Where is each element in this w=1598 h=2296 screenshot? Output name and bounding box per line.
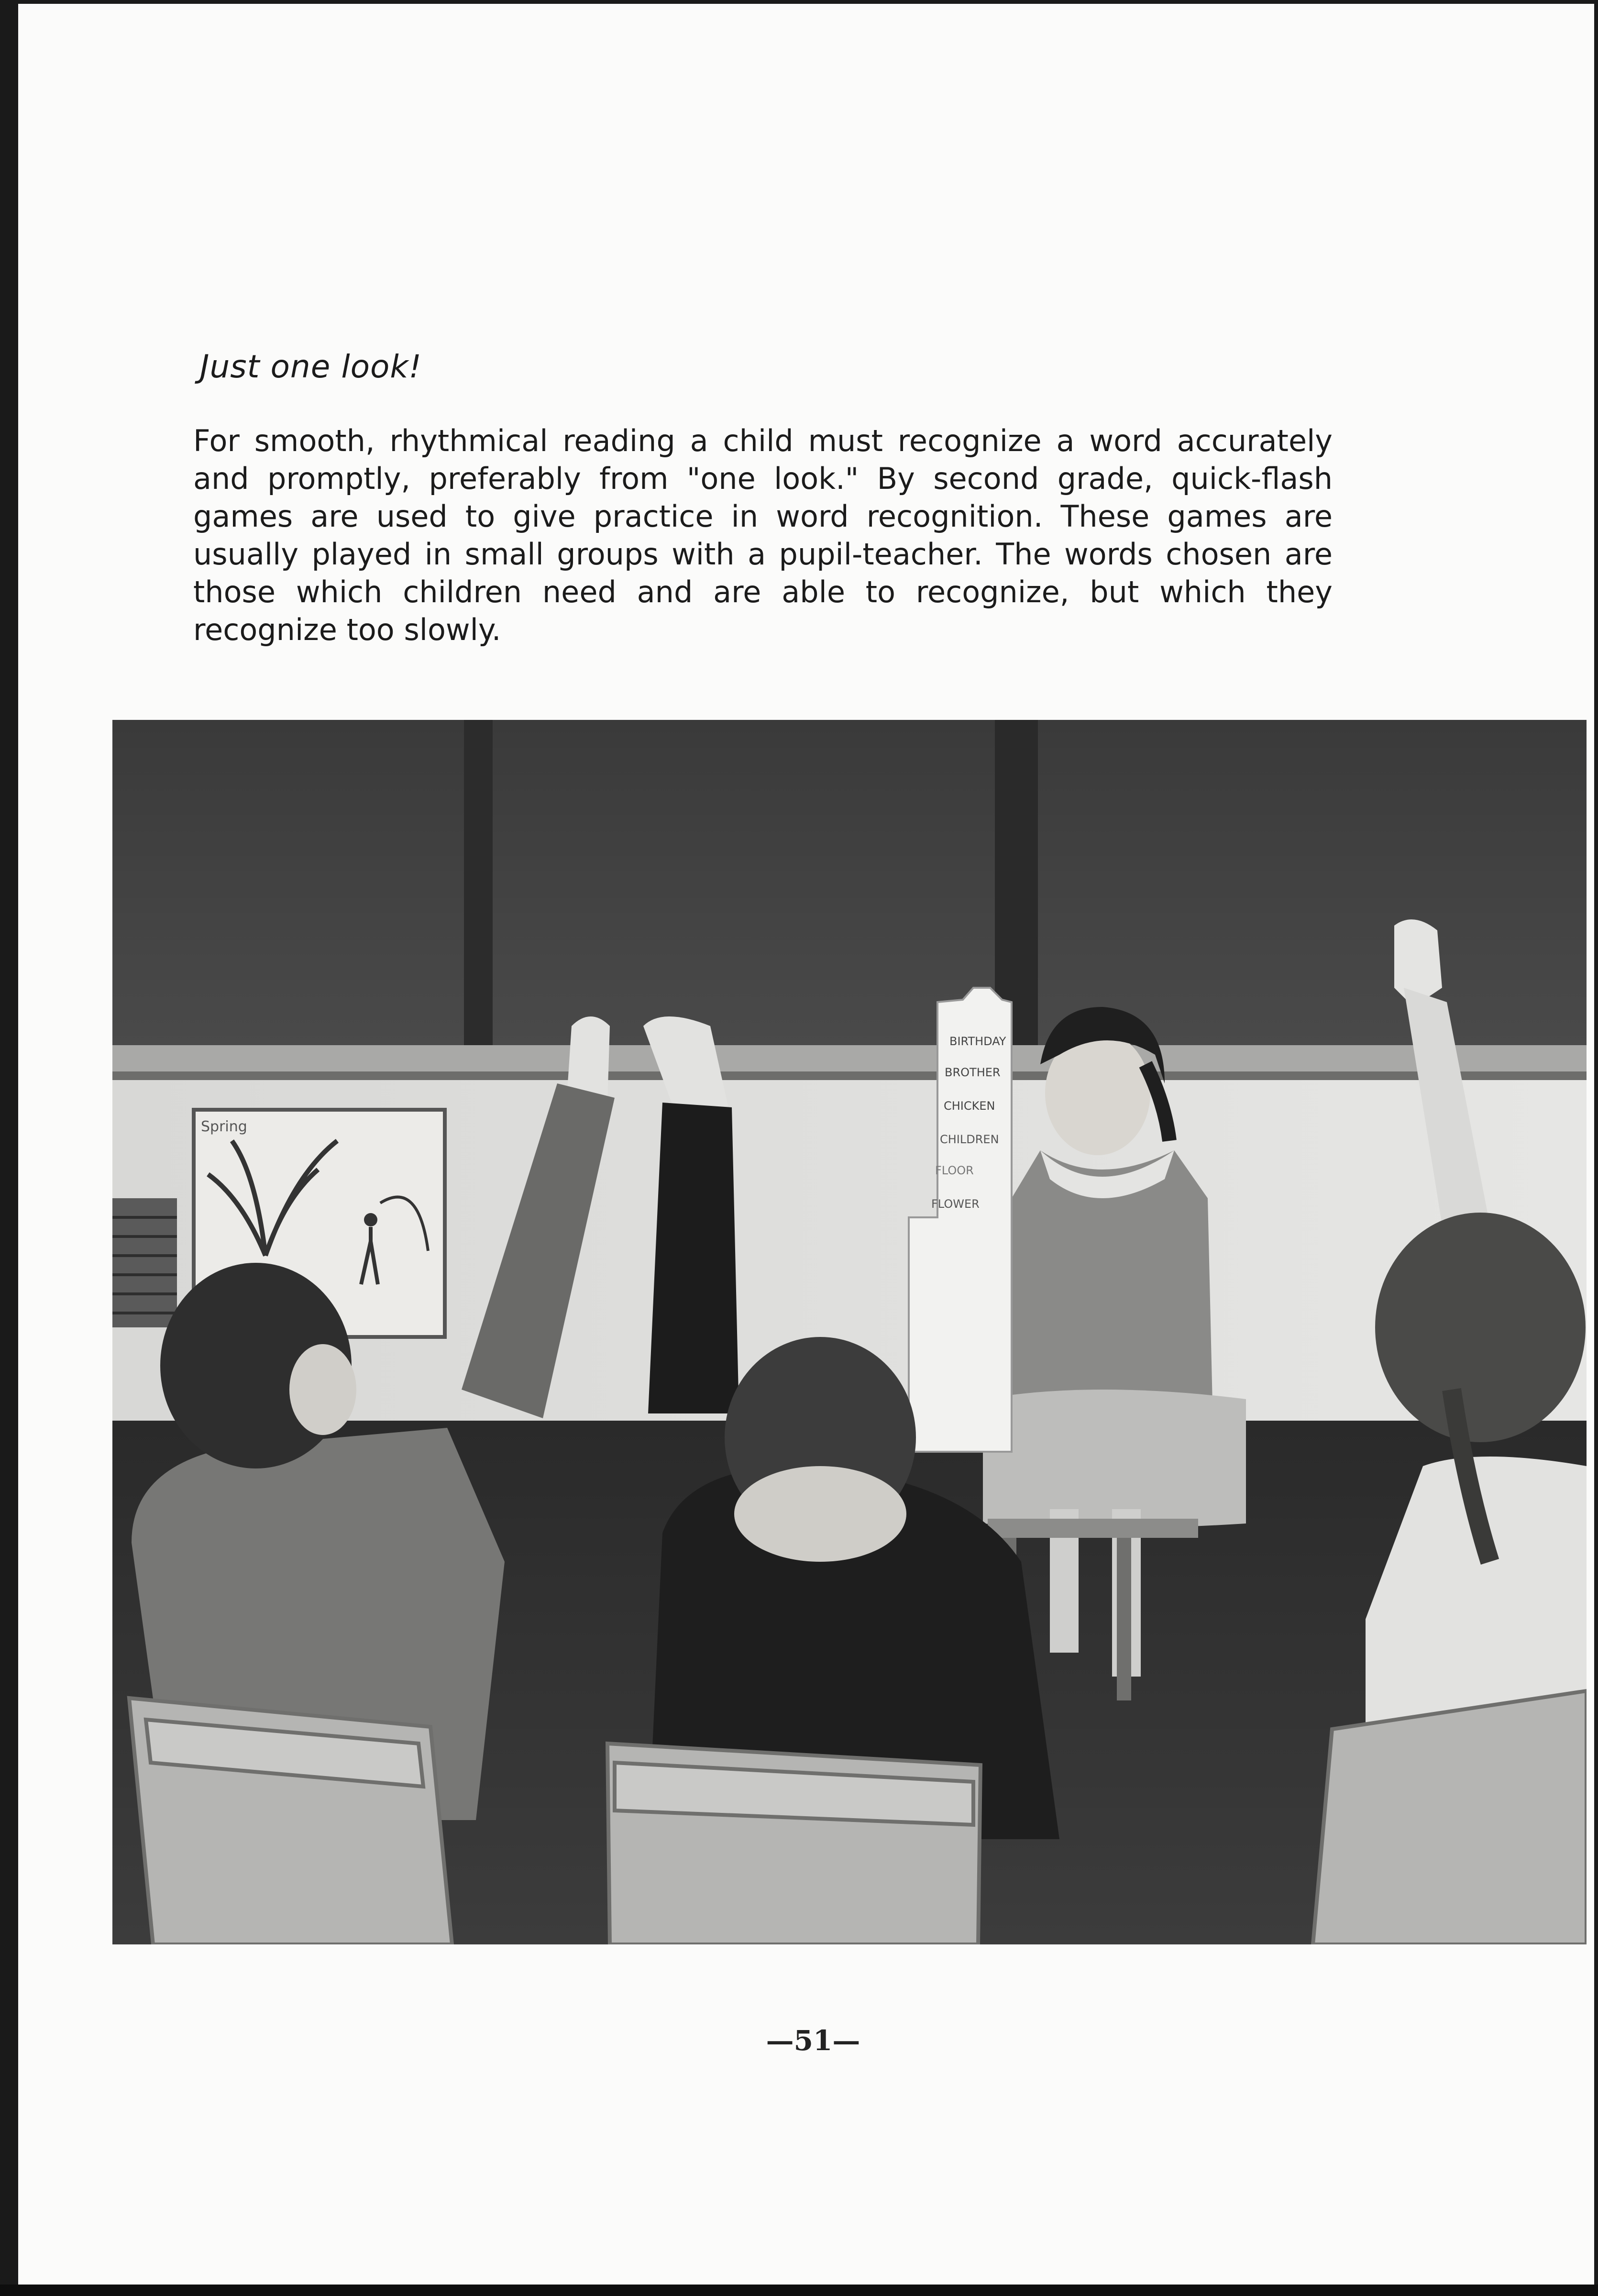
- flash-card-word: CHICKEN: [944, 1099, 995, 1113]
- chair-middle: [607, 1744, 981, 1944]
- flash-card-word: FLOOR: [935, 1164, 974, 1177]
- classroom-photo: [112, 720, 1587, 1944]
- chair-left: [129, 1698, 452, 1944]
- flash-card-word: FLOWER: [931, 1197, 980, 1211]
- chalkboard: [112, 720, 1587, 1050]
- page-number: —51—: [766, 2024, 860, 2057]
- flash-card-word: BIRTHDAY: [949, 1035, 1006, 1048]
- flash-card-word: CHILDREN: [940, 1133, 999, 1146]
- chair-right: [1313, 1691, 1587, 1944]
- section-heading: Just one look!: [200, 348, 422, 385]
- chalk-rail: [112, 1045, 1587, 1071]
- page-edge-shadow: [0, 2285, 1598, 2296]
- flash-card-word: BROTHER: [945, 1066, 1001, 1079]
- drawing-label: Spring: [201, 1118, 247, 1135]
- body-paragraph: For smooth, rhythmical reading a child must recognize a word accurately and promptly, preferably from "one look." By second grade, quick-flash games are used to give practice in word recognition. These games are usually played in small groups with a pupil-teacher. The words chosen are those which children need and are able to recognize, but which they recognize too slowly.: [193, 423, 1333, 647]
